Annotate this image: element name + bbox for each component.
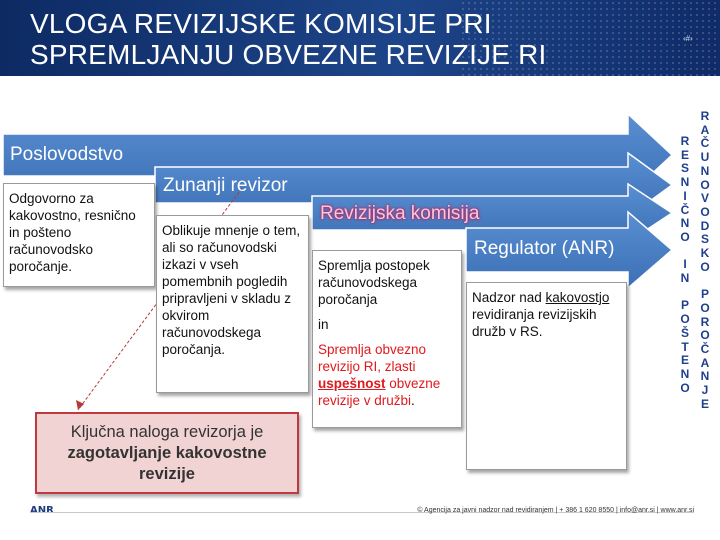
footer-text: © Agencija za javni nadzor nad revidiranjem | + 386 1 620 8550 | info@anr.si | www.anr.si: [417, 507, 694, 514]
vertical-text-resnicno-in-posteno: [678, 135, 692, 395]
vertical-right-letter: O: [700, 177, 710, 192]
vertical-left-letter: N: [680, 366, 690, 381]
vertical-right-letter: R: [700, 109, 710, 123]
vertical-left-letter: I: [683, 188, 687, 203]
label-poslovodstvo: Poslovodstvo: [10, 144, 124, 165]
vertical-left-letter: S: [680, 161, 689, 176]
vertical-right-letter: P: [700, 287, 709, 302]
text-komisija-3: Spremlja obvezno revizijo RI, zlasti uspešnost obvezne revizije v družbi.: [318, 342, 441, 408]
vertical-right-letter: V: [700, 191, 709, 206]
vertical-right-letter: U: [700, 150, 710, 165]
vertical-right-letter: A: [700, 355, 710, 370]
vertical-right-letter: J: [701, 383, 709, 398]
box-regulator: [466, 282, 627, 470]
box-poslovodstvo: [3, 183, 155, 287]
vertical-left-letter: R: [680, 134, 690, 148]
title-line-2: SPREMLJANJU OBVEZNE REVIZIJE RI: [30, 39, 547, 70]
vertical-right-letter: Č: [700, 341, 710, 356]
title-line-1: VLOGA REVIZIJSKE KOMISIJE PRI: [30, 8, 492, 39]
vertical-left-letter: T: [681, 339, 689, 354]
vertical-right-letter: [698, 274, 712, 288]
vertical-right-letter: N: [700, 369, 710, 384]
vertical-left-letter: O: [680, 312, 690, 327]
key-line-1: Ključna naloga revizorja je: [70, 423, 264, 441]
slide-number: ‹#›: [683, 34, 693, 43]
vertical-right-letter: S: [700, 232, 709, 247]
vertical-right-letter: O: [700, 259, 710, 274]
text-zunanji-revizor: Oblikuje mnenje o tem, ali so računovodski izkazi v vseh pomembnih pogledih pripravljeni v skladu z okvirom računovodskega poročanja.: [162, 223, 301, 357]
vertical-left-letter: I: [683, 257, 687, 272]
text-regulator: Nadzor nad kakovostjo revidiranja revizijskih družb v RS.: [472, 290, 610, 339]
vertical-right-letter: A: [700, 122, 710, 137]
vertical-text-racunovodsko-porocanje: [698, 110, 712, 411]
vertical-left-letter: N: [680, 271, 690, 286]
vertical-left-letter: O: [680, 229, 690, 244]
vertical-left-letter: O: [680, 380, 690, 395]
text-komisija-1: Spremlja postopek računovodskega poročanja: [318, 258, 430, 307]
vertical-right-letter: O: [700, 300, 710, 315]
vertical-right-letter: D: [700, 218, 710, 233]
vertical-left-letter: N: [680, 175, 690, 190]
vertical-right-letter: Č: [700, 136, 710, 151]
label-revizijska-komisija: Revizijska komisija: [320, 203, 480, 224]
text-poslovodstvo: Odgovorno za kakovostno, resnično in pošteno računovodsko poročanje.: [9, 191, 136, 274]
vertical-left-letter: E: [680, 353, 689, 368]
vertical-left-letter: Č: [680, 202, 690, 217]
text-komisija-in: in: [318, 317, 329, 332]
vertical-left-letter: N: [680, 216, 690, 231]
anr-logo: ANR: [30, 505, 54, 516]
vertical-right-letter: O: [700, 204, 710, 219]
key-line-3: revizije: [139, 465, 195, 483]
vertical-left-letter: [678, 286, 692, 300]
vertical-left-letter: Š: [680, 325, 689, 340]
key-message-box: [35, 412, 299, 494]
label-regulator: Regulator (ANR): [474, 238, 615, 259]
vertical-right-letter: N: [700, 163, 710, 178]
vertical-left-letter: [678, 245, 692, 259]
vertical-right-letter: E: [700, 396, 709, 411]
box-zunanji-revizor: [156, 215, 309, 393]
vertical-right-letter: O: [700, 328, 710, 343]
label-zunanji-revizor: Zunanji revizor: [163, 175, 288, 196]
connector-arrowhead: [76, 400, 84, 410]
vertical-right-letter: R: [700, 314, 710, 329]
vertical-left-letter: P: [680, 298, 689, 313]
box-revizijska-komisija: [312, 250, 462, 428]
key-line-2: zagotavljanje kakovostne: [67, 444, 267, 462]
vertical-left-letter: E: [680, 147, 689, 162]
vertical-right-letter: K: [700, 246, 710, 261]
